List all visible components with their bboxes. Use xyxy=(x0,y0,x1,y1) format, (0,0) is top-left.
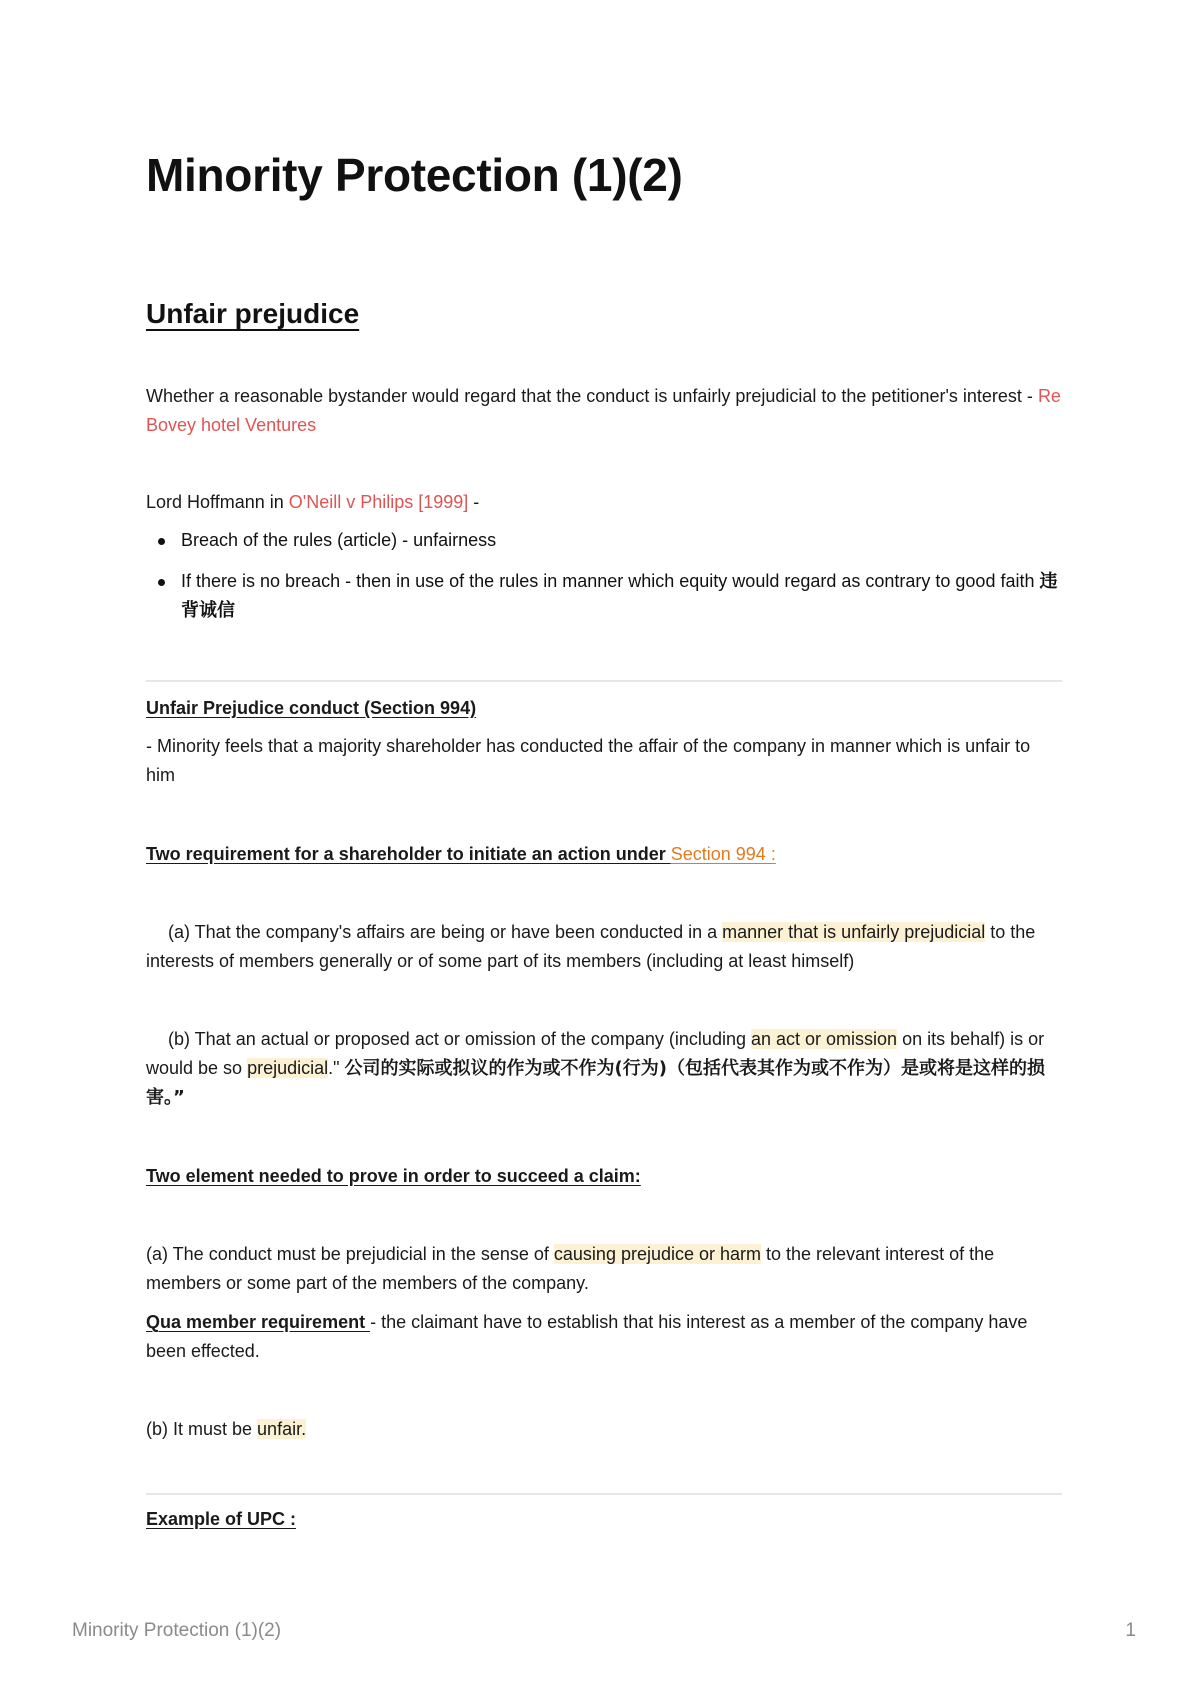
requirements-heading-paragraph xyxy=(146,840,1062,869)
element-a xyxy=(146,1240,1062,1298)
case-link-oneill-v-philips[interactable]: O'Neill v Philips [1999] xyxy=(288,492,469,512)
requirement-b-mid: on its behalf) is or would be so xyxy=(146,1029,1045,1078)
elements-heading-paragraph xyxy=(146,1162,1062,1191)
element-b xyxy=(146,1415,1062,1444)
list-item xyxy=(146,526,1062,555)
hoffmann-prefix: Lord Hoffmann in xyxy=(146,492,289,512)
page-title: Minority Protection (1)(2) xyxy=(146,149,683,201)
divider xyxy=(146,680,1062,682)
requirement-b-highlight-prejudicial: prejudicial xyxy=(247,1058,329,1078)
footer-doc-title: Minority Protection (1)(2) xyxy=(72,1620,282,1641)
element-a-highlight: causing prejudice or harm xyxy=(553,1244,762,1264)
requirement-b-post: ." xyxy=(328,1058,345,1078)
requirement-b-highlight-act: an act or omission xyxy=(750,1029,898,1049)
bullet-text-breach: Breach of the rules (article) - unfairness xyxy=(181,530,497,550)
divider xyxy=(146,1493,1062,1495)
requirement-a-highlight: manner that is unfairly prejudicial xyxy=(722,922,986,942)
bystander-text: Whether a reasonable bystander would regard that the conduct is unfairly prejudicial to the petitioner's interest - xyxy=(146,386,1038,406)
requirement-b xyxy=(146,1025,1062,1112)
element-a-pre: (a) The conduct must be prejudicial in the sense of xyxy=(146,1244,554,1264)
example-heading: Example of UPC : xyxy=(146,1509,297,1529)
qua-member-label: Qua member requirement xyxy=(146,1312,371,1332)
qua-member-text: - the claimant have to establish that his interest as a member of the company have been effected. xyxy=(146,1312,1028,1361)
element-b-highlight: unfair. xyxy=(257,1419,307,1439)
section-994-link[interactable]: Section 994 : xyxy=(670,844,776,864)
bullet-cn-good-faith: 违背诚信 xyxy=(181,571,1058,621)
upc-heading: Unfair Prejudice conduct (Section 994) xyxy=(146,698,477,718)
hoffmann-bullet-list xyxy=(146,526,1062,637)
requirement-b-pre: (b) That an actual or proposed act or omission of the company (including xyxy=(168,1029,751,1049)
section-heading-unfair-prejudice: Unfair prejudice xyxy=(146,298,360,329)
upc-description: - Minority feels that a majority shareholder has conducted the affair of the company in manner which is unfair to him xyxy=(146,736,1031,785)
hoffmann-paragraph xyxy=(146,488,1062,517)
list-item xyxy=(146,567,1062,625)
case-link-re-bovey[interactable]: Re Bovey hotel Ventures xyxy=(146,386,1061,435)
example-heading-paragraph xyxy=(146,1505,1062,1534)
requirement-b-cn: 公司的实际或拟议的作为或不作为(行为)（包括代表其作为或不作为）是或将是这样的损害。” xyxy=(146,1058,1045,1108)
element-b-pre: (b) It must be xyxy=(146,1419,258,1439)
requirement-a-post: to the interests of members generally or of some part of its members (including at least himself) xyxy=(146,922,1036,971)
footer-page-number: 1 xyxy=(1125,1620,1136,1641)
bullet-text-no-breach: If there is no breach - then in use of the rules in manner which equity would regard as contrary to good faith xyxy=(181,571,1040,591)
upc-heading-paragraph xyxy=(146,694,1062,723)
elements-heading: Two element needed to prove in order to succeed a claim: xyxy=(146,1166,641,1186)
qua-member-paragraph xyxy=(146,1308,1062,1366)
bystander-paragraph xyxy=(146,382,1062,440)
requirement-a-pre: (a) That the company's affairs are being or have been conducted in a xyxy=(168,922,723,942)
requirements-heading: Two requirement for a shareholder to initiate an action under xyxy=(146,844,671,864)
element-a-post: to the relevant interest of the members or some part of the members of the company. xyxy=(146,1244,995,1293)
requirement-a xyxy=(146,918,1062,976)
hoffmann-suffix: - xyxy=(468,492,480,512)
